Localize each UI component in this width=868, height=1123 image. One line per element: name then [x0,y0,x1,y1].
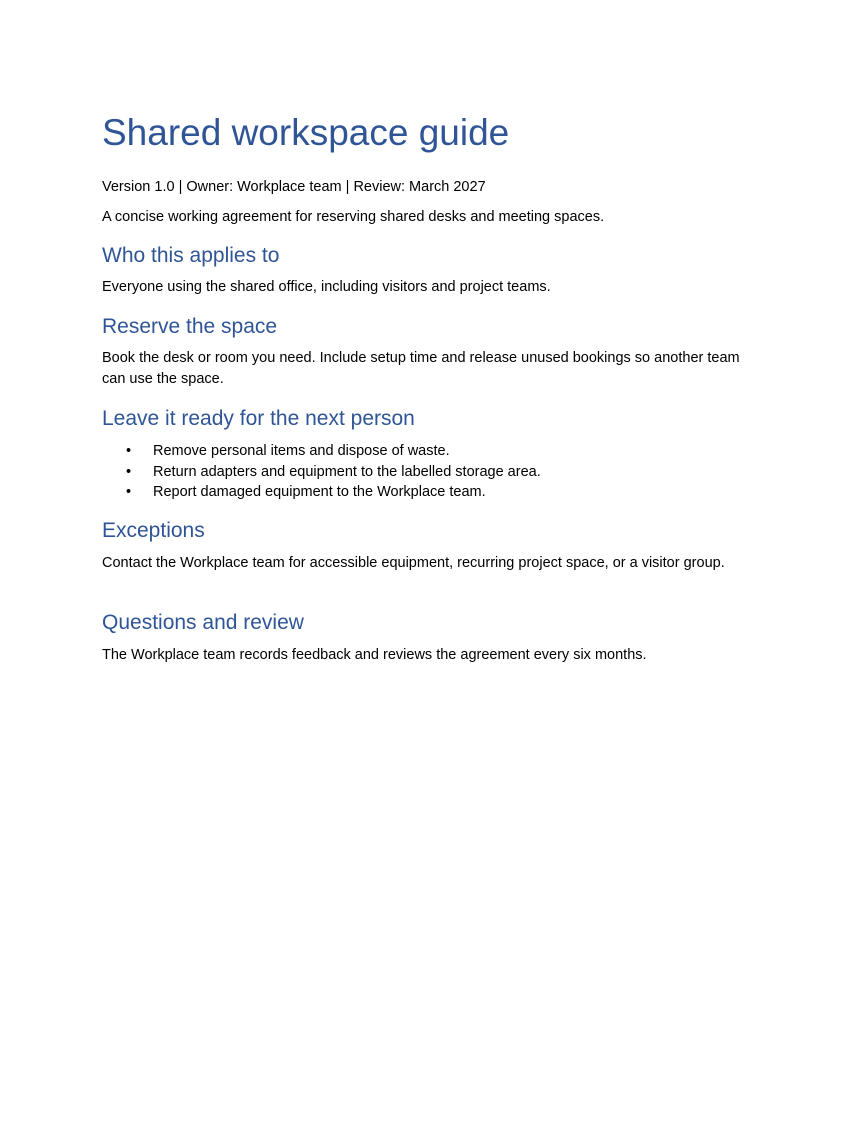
section-body-questions: The Workplace team records feedback and reviews the agreement every six months. [102,647,647,663]
bullet-text: Report damaged equipment to the Workplace team. [153,484,486,500]
document-summary: A concise working agreement for reserving shared desks and meeting spaces. [102,209,605,225]
section-heading-reserve: Reserve the space [102,315,278,338]
section-body-who-applies: Everyone using the shared office, including visitors and project teams. [102,279,551,295]
bullet-icon: • [126,443,132,459]
document-title: Shared workspace guide [102,112,510,153]
bullet-text: Return adapters and equipment to the labelled storage area. [153,463,541,480]
section-heading-leave-ready: Leave it ready for the next person [102,407,415,430]
section-body-reserve: Book the desk or room you need. Include setup time and release unused bookings so another team can use the space. [102,350,740,387]
section-body-exceptions: Contact the Workplace team for accessible equipment, recurring project space, or a visitor group. [102,555,725,571]
section-heading-who-applies: Who this applies to [102,244,280,267]
bullet-icon: • [126,484,132,500]
bullet-text: Remove personal items and dispose of waste. [153,443,450,459]
section-heading-questions: Questions and review [102,611,304,634]
section-heading-exceptions: Exceptions [102,519,205,542]
document-meta: Version 1.0 | Owner: Workplace team | Review: March 2027 [102,179,486,195]
bullet-icon: • [126,463,132,480]
